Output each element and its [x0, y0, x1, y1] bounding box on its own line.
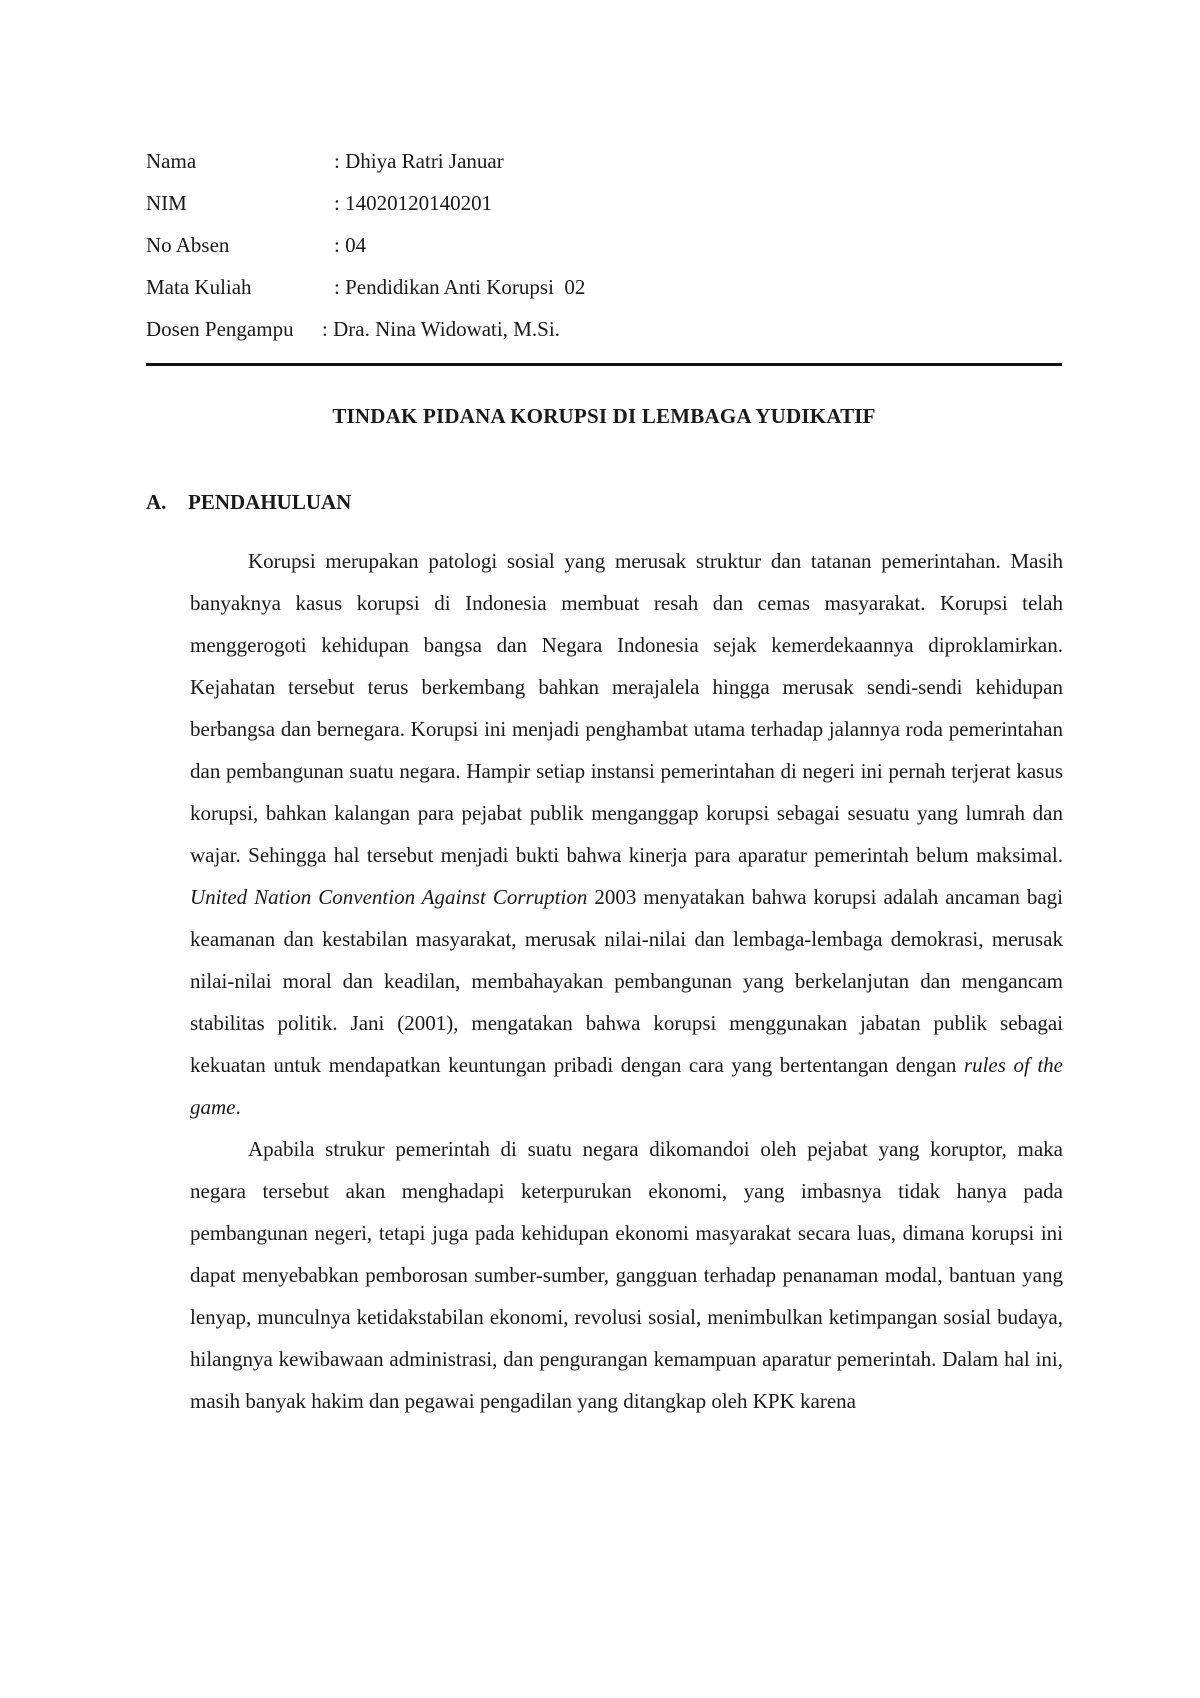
section-title: PENDAHULUAN [188, 490, 352, 514]
student-identity-block [146, 143, 1066, 353]
identity-row-dosen-pengampu [146, 311, 1066, 353]
identity-value: : Dhiya Ratri Januar [334, 149, 504, 173]
identity-label: No Absen [146, 233, 230, 257]
section-heading [146, 484, 1062, 520]
paragraph-economic-impact: Apabila strukur pemerintah di suatu negara dikomandoi oleh pejabat yang koruptor, maka negara tersebut akan menghadapi keterpurukan ekonomi, yang imbasnya tidak hanya pada pembangunan negeri, tetapi juga pada kehidupan ekonomi masyarakat secara luas, dimana korupsi ini dapat menyebabkan pemborosan sumber-sumber, gangguan terhadap penanaman modal, bantuan yang lenyap, munculnya ketidakstabilan ekonomi, revolusi sosial, menimbulkan ketimpangan sosial budaya, hilangnya kewibawaan administrasi, dan pengurangan kemampuan aparatur pemerintah. Dalam hal ini, masih banyak hakim dan pegawai pengadilan yang ditangkap oleh KPK karena [190, 1137, 1063, 1413]
header-divider [146, 363, 1062, 366]
identity-value: : Pendidikan Anti Korupsi 02 [334, 275, 586, 299]
paragraph-text: 2003 menyatakan bahwa korupsi adalah ancaman bagi keamanan dan kestabilan masyarakat, merusak nilai-nilai dan lembaga-lembaga demokrasi, merusak nilai-nilai moral dan keadilan, membahayakan pembangunan yang berkelanjutan dan mengancam stabilitas politik. Jani (2001), mengatakan bahwa korupsi menggunakan jabatan publik sebagai kekuatan untuk mendapatkan keuntungan pribadi dengan cara yang bertentangan dengan [190, 885, 1063, 1077]
identity-label: Dosen Pengampu [146, 317, 294, 341]
paragraph-text: Korupsi merupakan patologi sosial yang merusak struktur dan tatanan pemerintahan. Masih banyaknya kasus korupsi di Indonesia membuat resah dan cemas masyarakat. Korupsi telah menggerogoti kehidupan bangsa dan Negara Indonesia sejak kemerdekaannya diproklamirkan. Kejahatan tersebut terus berkembang bahkan merajalela hingga merusak sendi-sendi kehidupan berbangsa dan bernegara. Korupsi ini menjadi penghambat utama terhadap jalannya roda pemerintahan dan pembangunan suatu negara. Hampir setiap instansi pemerintahan di negeri ini pernah terjerat kasus korupsi, bahkan kalangan para pejabat publik menganggap korupsi sebagai sesuatu yang lumrah dan wajar. Sehingga hal tersebut menjadi bukti bahwa kinerja para aparatur pemerintah belum maksimal. [190, 549, 1063, 867]
identity-row-nama [146, 143, 1066, 185]
italic-phrase: rules of the game [190, 1053, 1063, 1119]
paragraph-introduction [190, 540, 1063, 1128]
identity-row-no-absen [146, 227, 1066, 269]
identity-label: NIM [146, 191, 187, 215]
identity-value: : 14020120140201 [334, 191, 493, 215]
body-text [190, 540, 1063, 1422]
identity-value: : Dra. Nina Widowati, M.Si. [322, 317, 560, 341]
identity-row-nim [146, 185, 1066, 227]
identity-label: Nama [146, 149, 197, 173]
paragraph-text: . [235, 1095, 241, 1119]
section-number: A. [146, 490, 167, 514]
identity-label: Mata Kuliah [146, 275, 252, 299]
italic-phrase: United Nation Convention Against Corruption [190, 885, 588, 909]
identity-value: : 04 [334, 233, 367, 257]
document-title: TINDAK PIDANA KORUPSI DI LEMBAGA YUDIKATIF [332, 404, 876, 428]
identity-row-mata-kuliah [146, 269, 1066, 311]
